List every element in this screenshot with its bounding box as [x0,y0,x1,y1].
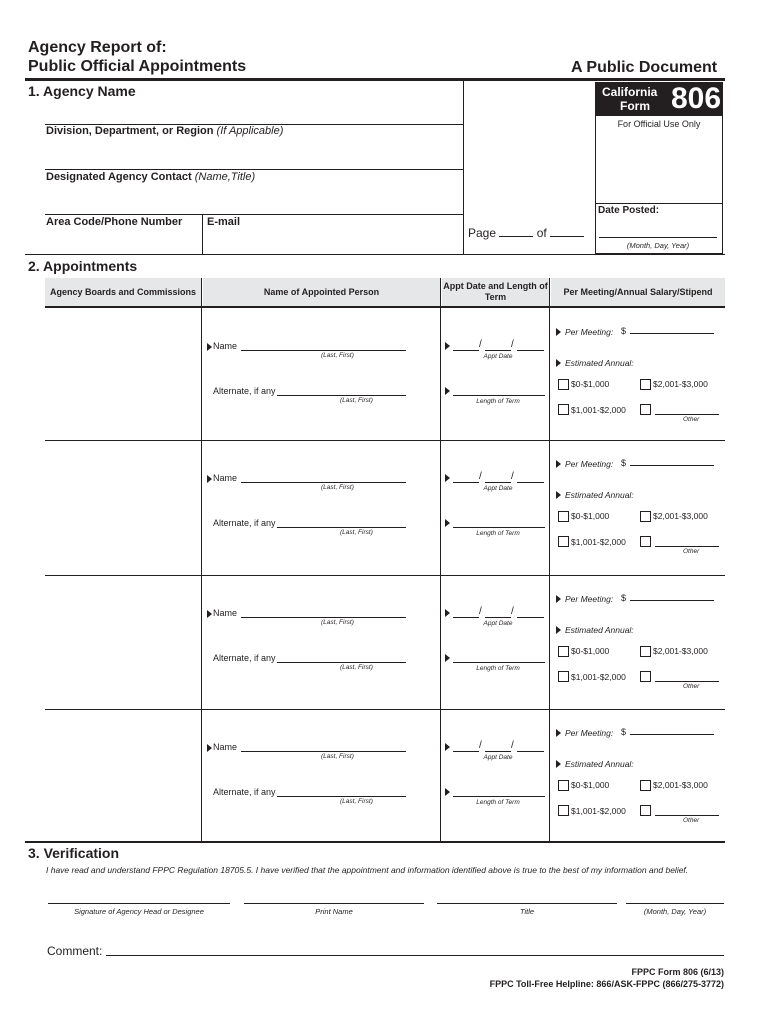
dollar-sign: $ [621,593,627,603]
verification-statement: I have read and understand FPPC Regulation 18705.5. I have verified that the appointment and information identified above is true to the best of my information and belief. [46,865,689,875]
appt-month-field[interactable] [453,350,479,351]
checkbox-0-1000[interactable] [558,511,569,522]
arrow-icon [445,342,450,350]
appointments-table [45,278,725,841]
arrow-icon [556,626,561,634]
arrow-icon [445,654,450,662]
date-separator: / [479,339,482,350]
arrow-icon [556,460,561,468]
range-0-1000-label: $0-$1,000 [571,379,610,389]
length-of-term-hint: Length of Term [476,665,520,672]
per-meeting-label: Per Meeting: [565,327,614,337]
range-0-1000-label: $0-$1,000 [571,511,610,521]
checkbox-0-1000[interactable] [558,646,569,657]
alternate-label: Alternate, if any [213,653,276,663]
appt-year-field[interactable] [517,751,544,752]
per-meeting-field[interactable] [630,734,714,735]
date-separator: / [479,740,482,751]
footer-helpline: FPPC Toll-Free Helpline: 866/ASK-FPPC (866/275-3772) [489,979,724,989]
page-number-field[interactable] [499,226,533,237]
range-0-1000-label: $0-$1,000 [571,780,610,790]
name-label: Name [213,473,238,483]
alternate-name-field[interactable] [277,527,406,528]
range-2001-3000-label: $2,001-$3,000 [653,379,708,389]
appt-month-field[interactable] [453,751,479,752]
estimated-annual-label: Estimated Annual: [565,490,634,500]
arrow-icon [207,610,212,618]
phone-email-divider [202,214,203,254]
range-0-1000-label: $0-$1,000 [571,646,610,656]
checkbox-2001-3000[interactable] [640,646,651,657]
arrow-icon [556,359,561,367]
signature-field[interactable] [48,903,230,904]
date-separator: / [511,339,514,350]
appt-day-field[interactable] [485,751,511,752]
date-separator: / [479,606,482,617]
arrow-icon [207,475,212,483]
row-divider [45,440,725,441]
arrow-icon [556,491,561,499]
checkbox-other[interactable] [640,671,651,682]
last-first-hint: (Last, First) [321,484,354,491]
estimated-annual-label: Estimated Annual: [565,625,634,635]
comment-field[interactable] [106,955,724,956]
print-name-label: Print Name [315,907,353,916]
appt-day-field[interactable] [485,617,511,618]
badge-form-label: Form [620,99,650,113]
name-label: Name [213,341,238,351]
alternate-name-field[interactable] [277,796,406,797]
arrow-icon [556,760,561,768]
length-of-term-hint: Length of Term [476,530,520,537]
arrow-icon [445,609,450,617]
appt-year-field[interactable] [517,617,544,618]
other-amount-field[interactable] [655,815,719,816]
board-name-cell[interactable] [49,581,197,703]
alternate-name-field[interactable] [277,395,406,396]
badge-number: 806 [671,82,722,115]
sign-date-field[interactable] [626,903,724,904]
dollar-sign: $ [621,727,627,737]
col-header-boards: Agency Boards and Commissions [45,278,201,306]
row-divider [45,575,725,576]
per-meeting-field[interactable] [630,465,714,466]
section3-heading: 3. Verification [28,845,120,861]
checkbox-0-1000[interactable] [558,379,569,390]
appt-month-field[interactable] [453,482,479,483]
alternate-label: Alternate, if any [213,518,276,528]
length-of-term-field[interactable] [453,796,545,797]
title-label: Title [519,907,535,916]
form-title-line1: Agency Report of: [28,39,167,56]
checkbox-2001-3000[interactable] [640,511,651,522]
other-hint: Other [683,683,700,690]
division-field[interactable] [45,169,463,170]
per-meeting-field[interactable] [630,333,714,334]
estimated-annual-label: Estimated Annual: [565,358,634,368]
per-meeting-field[interactable] [630,600,714,601]
appt-month-field[interactable] [453,617,479,618]
date-posted-hint: (Month, Day, Year) [626,241,690,250]
appointee-name-field[interactable] [241,350,406,351]
appointee-name-field[interactable] [241,617,406,618]
form-title-line2: Public Official Appointments [28,58,247,75]
dollar-sign: $ [621,458,627,468]
board-name-cell[interactable] [49,314,197,434]
date-posted-label: Date Posted: [598,205,660,216]
section2-bottom-rule [25,841,725,843]
section1-heading: 1. Agency Name [28,83,136,99]
appt-day-field[interactable] [485,482,511,483]
appt-date-hint: Appt Date [483,485,513,492]
alternate-label: Alternate, if any [213,787,276,797]
length-of-term-hint: Length of Term [476,799,520,806]
range-1001-2000-label: $1,001-$2,000 [571,537,626,547]
alternate-label: Alternate, if any [213,386,276,396]
other-hint: Other [683,416,700,423]
appointment-row [45,709,725,841]
appt-year-field[interactable] [517,350,544,351]
email-label: E-mail [207,216,241,228]
badge-state: California [602,85,658,99]
arrow-icon [445,474,450,482]
print-name-field[interactable] [244,903,424,904]
row-divider [45,709,725,710]
public-document-label: A Public Document [571,59,718,76]
col-header-appt-date: Appt Date and Length of Term [442,278,549,306]
appointment-row [45,308,725,440]
per-meeting-label: Per Meeting: [565,728,614,738]
range-2001-3000-label: $2,001-$3,000 [653,511,708,521]
col-header-name: Name of Appointed Person [203,278,440,306]
last-first-hint: (Last, First) [340,798,373,805]
arrow-icon [445,788,450,796]
arrow-icon [207,343,212,351]
appt-day-field[interactable] [485,350,511,351]
last-first-hint: (Last, First) [321,352,354,359]
last-first-hint: (Last, First) [340,397,373,404]
range-2001-3000-label: $2,001-$3,000 [653,646,708,656]
other-hint: Other [683,548,700,555]
appt-date-hint: Appt Date [483,620,513,627]
section2-heading: 2. Appointments [28,258,138,274]
date-separator: / [479,471,482,482]
contact-label: Designated Agency Contact (Name,Title) [46,171,256,183]
other-amount-field[interactable] [655,546,719,547]
dollar-sign: $ [621,326,627,336]
estimated-annual-label: Estimated Annual: [565,759,634,769]
range-1001-2000-label: $1,001-$2,000 [571,405,626,415]
contact-field[interactable] [45,214,463,215]
arrow-icon [556,328,561,336]
section1-bottom-rule [25,254,725,255]
page-total-field[interactable] [550,226,584,237]
appointment-row [45,575,725,709]
comment-label: Comment: [47,944,103,958]
checkbox-1001-2000[interactable] [558,805,569,816]
date-separator: / [511,471,514,482]
alternate-name-field[interactable] [277,662,406,663]
other-amount-field[interactable] [655,681,719,682]
date-separator: / [511,740,514,751]
per-meeting-label: Per Meeting: [565,459,614,469]
checkbox-1001-2000[interactable] [558,536,569,547]
page-count: Page of [468,226,584,240]
name-label: Name [213,608,238,618]
board-name-cell[interactable] [49,446,197,569]
section1-divider [463,80,464,254]
col-header-salary: Per Meeting/Annual Salary/Stipend [551,278,725,306]
per-meeting-label: Per Meeting: [565,594,614,604]
checkbox-1001-2000[interactable] [558,404,569,415]
last-first-hint: (Last, First) [321,619,354,626]
date-separator: / [511,606,514,617]
board-name-cell[interactable] [49,715,197,835]
range-1001-2000-label: $1,001-$2,000 [571,672,626,682]
last-first-hint: (Last, First) [321,753,354,760]
date-posted-field[interactable] [599,237,717,238]
sign-date-label: (Month, Day, Year) [643,907,707,916]
checkbox-1001-2000[interactable] [558,671,569,682]
arrow-icon [445,743,450,751]
length-of-term-field[interactable] [453,527,545,528]
appointee-name-field[interactable] [241,482,406,483]
title-field[interactable] [437,903,617,904]
checkbox-2001-3000[interactable] [640,379,651,390]
appt-date-hint: Appt Date [483,754,513,761]
checkbox-2001-3000[interactable] [640,780,651,791]
last-first-hint: (Last, First) [340,664,373,671]
footer-form-id: FPPC Form 806 (6/13) [631,967,724,977]
date-posted-divider [595,203,723,204]
arrow-icon [556,595,561,603]
official-use-label: For Official Use Only [617,119,701,129]
range-1001-2000-label: $1,001-$2,000 [571,806,626,816]
appt-date-hint: Appt Date [483,353,513,360]
arrow-icon [207,744,212,752]
signature-label: Signature of Agency Head or Designee [74,907,204,916]
phone-label: Area Code/Phone Number [46,216,183,228]
length-of-term-field[interactable] [453,662,545,663]
length-of-term-hint: Length of Term [476,398,520,405]
arrow-icon [445,387,450,395]
checkbox-0-1000[interactable] [558,780,569,791]
arrow-icon [556,729,561,737]
checkbox-other[interactable] [640,536,651,547]
other-hint: Other [683,817,700,824]
checkbox-other[interactable] [640,805,651,816]
appointment-row [45,440,725,575]
arrow-icon [445,519,450,527]
range-2001-3000-label: $2,001-$3,000 [653,780,708,790]
last-first-hint: (Last, First) [340,529,373,536]
name-label: Name [213,742,238,752]
division-label: Division, Department, or Region (If Applicable) [46,125,284,137]
other-amount-field[interactable] [655,414,719,415]
checkbox-other[interactable] [640,404,651,415]
header-rule [25,78,725,81]
appointee-name-field[interactable] [241,751,406,752]
length-of-term-field[interactable] [453,395,545,396]
appt-year-field[interactable] [517,482,544,483]
